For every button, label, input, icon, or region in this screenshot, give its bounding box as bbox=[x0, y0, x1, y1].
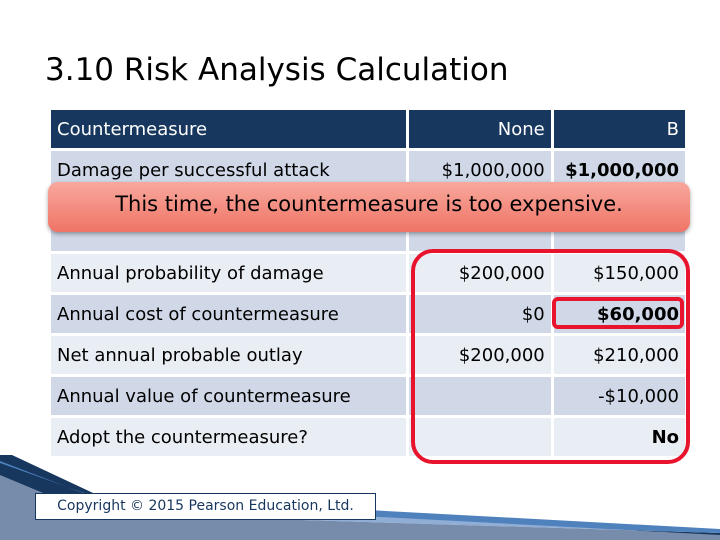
cell-b: -$10,000 bbox=[554, 377, 685, 415]
highlight-column-outline bbox=[411, 249, 690, 464]
cell-b: $60,000 bbox=[554, 295, 685, 333]
callout-banner bbox=[48, 182, 690, 232]
row-label: Annual cost of countermeasure bbox=[51, 295, 406, 333]
highlight-cell-outline bbox=[552, 297, 684, 329]
row-label: Annual probability of damage bbox=[51, 254, 406, 292]
row-label: Annual value of countermeasure bbox=[51, 377, 406, 415]
header-none: None bbox=[409, 110, 550, 148]
cell-b: No bbox=[554, 418, 685, 456]
cell-b: $210,000 bbox=[554, 336, 685, 374]
copyright-notice: Copyright © 2015 Pearson Education, Ltd. bbox=[35, 493, 376, 520]
header-countermeasure: Countermeasure bbox=[51, 110, 406, 148]
row-label: Net annual probable outlay bbox=[51, 336, 406, 374]
cell-none: $1,000,000 bbox=[409, 151, 550, 189]
header-b: B bbox=[554, 110, 685, 148]
cell-none: $0 bbox=[409, 295, 550, 333]
table-header-row bbox=[51, 110, 685, 148]
row-label: Adopt the countermeasure? bbox=[51, 418, 406, 456]
cell-none: $200,000 bbox=[409, 254, 550, 292]
slide-title: 3.10 Risk Analysis Calculation bbox=[45, 52, 509, 88]
cell-none: $200,000 bbox=[409, 336, 550, 374]
cell-b: $150,000 bbox=[554, 254, 685, 292]
callout-text: This time, the countermeasure is too expensive. bbox=[115, 192, 623, 216]
row-label: Damage per successful attack bbox=[51, 151, 406, 189]
cell-b: $1,000,000 bbox=[554, 151, 685, 189]
